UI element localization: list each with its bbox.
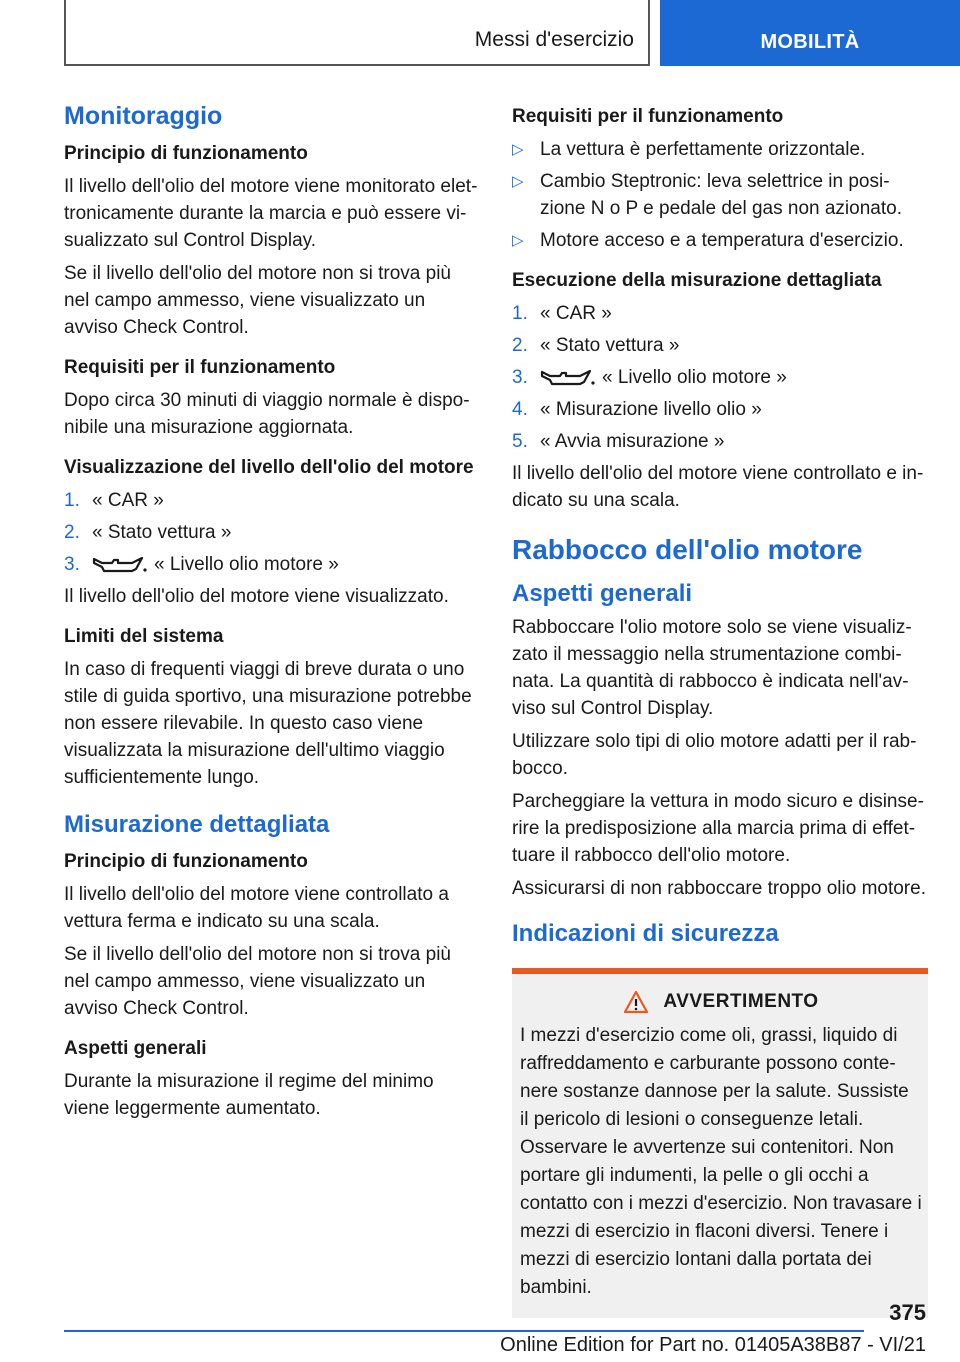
step-text: « CAR » — [92, 490, 164, 511]
step-text: « Stato vettura » — [540, 335, 680, 356]
header-section-tab — [64, 0, 650, 66]
step-text: « Avvia misurazione » — [540, 431, 725, 452]
para-rabbocco-1: Rabboccare l'olio motore solo se viene visualizzato il messaggio nella strumentazione combinata. La quantità di rabbocco è indicata nell'avviso sul Control Display. — [512, 617, 912, 719]
list-item — [64, 551, 478, 578]
list-item — [64, 487, 478, 514]
para-requisiti-1: Dopo circa 30 minuti di viaggio normale è disponibile una misurazione aggiornata. — [64, 390, 470, 438]
right-column — [512, 96, 928, 1318]
warning-triangle-icon — [623, 990, 649, 1014]
heading-esecuzione: Esecuzione della misurazione dettagliata — [512, 270, 882, 291]
step-number: 3. — [512, 367, 528, 388]
header-section-label: Messi d'esercizio — [474, 28, 634, 51]
para-principio-2b: Se il livello dell'olio del motore non si trova più nel campo ammesso, viene visualizzato un avviso Check Control. — [64, 944, 451, 1019]
step-text: « Livello olio motore » — [602, 367, 787, 388]
step-number: 5. — [512, 431, 528, 452]
step-number: 2. — [512, 335, 528, 356]
page-number: 375 — [889, 1300, 926, 1325]
list-item — [512, 168, 928, 222]
list-item-text: La vettura è perfettamente orizzontale. — [540, 139, 866, 160]
list-item — [512, 332, 928, 359]
step-content — [92, 551, 339, 578]
heading-requisiti-2: Requisiti per il funzionamento — [512, 106, 784, 127]
para-visual-after: Il livello dell'olio del motore viene visualizzato. — [64, 586, 449, 607]
step-number: 1. — [512, 303, 528, 324]
triangle-bullet-icon: ▷ — [512, 141, 524, 158]
requisiti-list — [512, 136, 928, 254]
list-item — [512, 364, 928, 391]
warning-text: I mezzi d'esercizio come oli, grassi, liquido di raffreddamento e carburante possono contenere sostanze dannose per la salute. Sussiste il pericolo di lesioni o conseguenze letali. Osservare le avvertenze sui contenitori. Non portare gli indumenti, la pelle o gli occhi a contatto con i mezzi d'esercizio. Non travasare i mezzi di esercizio in flaconi diversi. Tenere i mezzi di esercizio lontani dalla portata dei bambini. — [520, 1025, 922, 1298]
warning-title — [520, 990, 922, 1014]
oil-can-icon — [92, 555, 148, 575]
step-number: 1. — [64, 490, 80, 511]
footer-edition: Online Edition for Part no. 01405A38B87 - VI/21 — [500, 1334, 926, 1356]
list-item — [64, 519, 478, 546]
heading-misurazione: Misurazione dettagliata — [64, 811, 330, 838]
heading-requisiti-1: Requisiti per il funzionamento — [64, 357, 336, 378]
para-rabbocco-2: Utilizzare solo tipi di olio motore adatti per il rabbocco. — [512, 731, 917, 779]
heading-aspetti-2: Aspetti generali — [512, 580, 693, 607]
para-esecuzione-after: Il livello dell'olio del motore viene controllato e indicato su una scala. — [512, 463, 924, 511]
para-aspetti-1: Durante la misurazione il regime del minimo viene leggermente aumentato. — [64, 1071, 434, 1119]
heading-visualizzazione: Visualizzazione del livello dell'olio del motore — [64, 457, 474, 478]
para-rabbocco-3: Parcheggiare la vettura in modo sicuro e disinserire la predisposizione alla marcia prima di effettuare il rabbocco dell'olio motore. — [512, 791, 924, 866]
heading-aspetti-1: Aspetti generali — [64, 1038, 207, 1059]
para-rabbocco-4: Assicurarsi di non rabboccare troppo olio motore. — [512, 878, 926, 899]
heading-limiti: Limiti del sistema — [64, 626, 224, 647]
list-item-text: Motore acceso e a temperatura d'esercizio. — [540, 230, 904, 251]
step-content — [540, 364, 787, 391]
header-chapter-label: MOBILITÀ — [760, 31, 860, 53]
list-item — [512, 396, 928, 423]
triangle-bullet-icon: ▷ — [512, 173, 524, 190]
list-item — [512, 300, 928, 327]
step-text: « Misurazione livello olio » — [540, 399, 762, 420]
triangle-bullet-icon: ▷ — [512, 232, 524, 249]
step-number: 4. — [512, 399, 528, 420]
warning-title-text: AVVERTIMENTO — [663, 991, 819, 1012]
list-item-text: Cambio Steptronic: leva selettrice in posizione N o P e pedale del gas non azionato. — [540, 171, 902, 219]
list-item — [512, 227, 928, 254]
step-text: « Livello olio motore » — [154, 554, 339, 575]
para-principio-2a: Il livello dell'olio del motore viene controllato a vettura ferma e indicato su una scala. — [64, 884, 449, 932]
step-number: 2. — [64, 522, 80, 543]
heading-principio-1: Principio di funzionamento — [64, 143, 308, 164]
warning-box — [512, 968, 928, 1318]
heading-monitoraggio: Monitoraggio — [64, 102, 223, 130]
step-number: 3. — [64, 554, 80, 575]
heading-principio-2: Principio di funzionamento — [64, 851, 308, 872]
footer-divider — [64, 1330, 864, 1332]
list-item — [512, 136, 928, 163]
header-chapter-tab — [660, 0, 960, 66]
left-column — [64, 96, 478, 1122]
heading-rabbocco: Rabbocco dell'olio motore — [512, 534, 863, 565]
list-item — [512, 428, 928, 455]
para-limiti: In caso di frequenti viaggi di breve durata o uno stile di guida sportivo, una misurazione potrebbe non essere rilevabile. In questo caso viene visualizzata la misurazione dell'ultimo viaggio sufficientemente lungo. — [64, 659, 472, 788]
step-text: « CAR » — [540, 303, 612, 324]
step-text: « Stato vettura » — [92, 522, 232, 543]
heading-sicurezza: Indicazioni di sicurezza — [512, 920, 779, 947]
steps-visualizzazione — [64, 487, 478, 578]
para-principio-1b: Se il livello dell'olio del motore non si trova più nel campo ammesso, viene visualizzato un avviso Check Control. — [64, 263, 451, 338]
steps-esecuzione — [512, 300, 928, 455]
oil-can-icon — [540, 368, 596, 388]
para-principio-1a: Il livello dell'olio del motore viene monitorato elettronicamente durante la marcia e può essere visualizzato sul Control Display. — [64, 176, 478, 251]
